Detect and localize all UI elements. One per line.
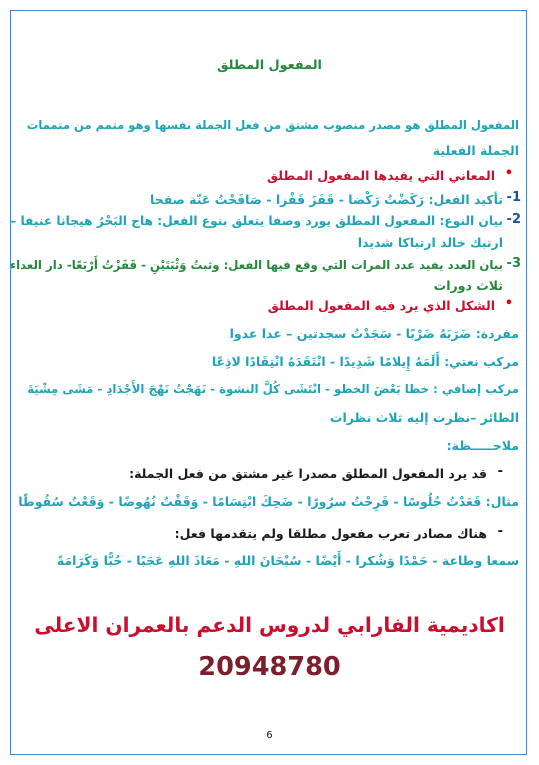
definition-line-2: الجملة الفعلية bbox=[432, 143, 519, 158]
form-additive-line-1: مركب إضافي : خطا بَعْضَ الخطو - انْتَشَى كُلَّ النشوة - نَهَجْتُ نَهْجَ الأَجْدَادِ - مَشَى مِشْيَةَ bbox=[27, 382, 519, 396]
form-single: مفردة: ضَرَبَهُ ضَرْبًا - سَجَدْتُ سجدتين – عدا عدوا bbox=[229, 326, 519, 341]
meaning-1-text: تأكيد الفعل: رَكَضْتُ رَكْضا - قَفَزَ قَفْزا - صَافَحْتُ عَنّة صفحا bbox=[150, 192, 503, 207]
academy-name: اكاديمية الفارابي لدروس الدعم بالعمران الاعلى bbox=[34, 613, 505, 637]
bullet-icon: • bbox=[504, 166, 513, 181]
forms-heading: الشكل الذي يرد فيه المفعول المطلق bbox=[267, 298, 495, 313]
form-additive-line-2: الطائر –نظرت إليه ثلاث نظرات bbox=[329, 410, 519, 425]
meaning-3-text-line-2: ثلاث دورات bbox=[433, 278, 503, 293]
definition-line-1: المفعول المطلق هو مصدر منصوب مشتق من فعل الجملة نفسها وهو متمم من متممات bbox=[26, 118, 519, 132]
note-2-example: سمعا وطاعة - حَمْدًا وَشُكرا - أَيْضًا - سُبْحَانَ اللهِ - مَعَاذَ اللهِ عَجَبًا - حُبًّا وَكَرَامَةً bbox=[56, 553, 519, 568]
meaning-3-label: 3- bbox=[506, 256, 521, 271]
meanings-heading: المعاني التي يفيدها المفعول المطلق bbox=[267, 168, 495, 183]
meaning-2-label: 2- bbox=[506, 212, 521, 227]
meaning-1-label: 1- bbox=[506, 190, 521, 205]
form-adjectival: مركب نعتي: أَلَمَهُ إِيلامًا شَدِيدًا - انْتَقَدَهُ انْتِقَادًا لاذِعًا bbox=[211, 354, 519, 369]
dash-icon: - bbox=[497, 524, 503, 539]
dash-icon: - bbox=[497, 464, 503, 479]
meaning-2-text-line-1: بيان النوع: المفعول المطلق يورد وصفا يتعلق بنوع الفعل: هاج البَحْرُ هيجانا عنيفا – bbox=[10, 214, 503, 228]
page-number: 6 bbox=[266, 730, 273, 741]
note-1-example: مثال: قَعَدْتُ جُلُوسًا - فَرِحْتُ سرُورًا - ضَحِكَ ابْتِسَامًا - وَقَفْتُ نُهُوضًا - وَقَعْتُ سُقُوطًا bbox=[18, 494, 519, 509]
bullet-icon: • bbox=[504, 296, 513, 311]
notes-label: ملاحـــــظة: bbox=[446, 438, 519, 453]
meaning-3-text-line-1: بيان العدد يفيد عدد المرات التي وقع فيها الفعل: وثبتُ وَثْبَتَيْنِ - قَفَزْتُ أَرْبَعًا- دار العداء bbox=[10, 258, 503, 272]
note-2: هناك مصادر تعرب مفعول مطلقا ولم يتقدمها فعل: bbox=[174, 526, 487, 541]
meaning-2-text-line-2: ارتبك خالد ارتباكا شديدا bbox=[357, 235, 503, 250]
page-title: المفعول المطلق bbox=[217, 58, 322, 73]
phone-number: 20948780 bbox=[198, 652, 341, 682]
note-1: قد يرد المفعول المطلق مصدرا غير مشتق من فعل الجملة: bbox=[129, 466, 487, 481]
